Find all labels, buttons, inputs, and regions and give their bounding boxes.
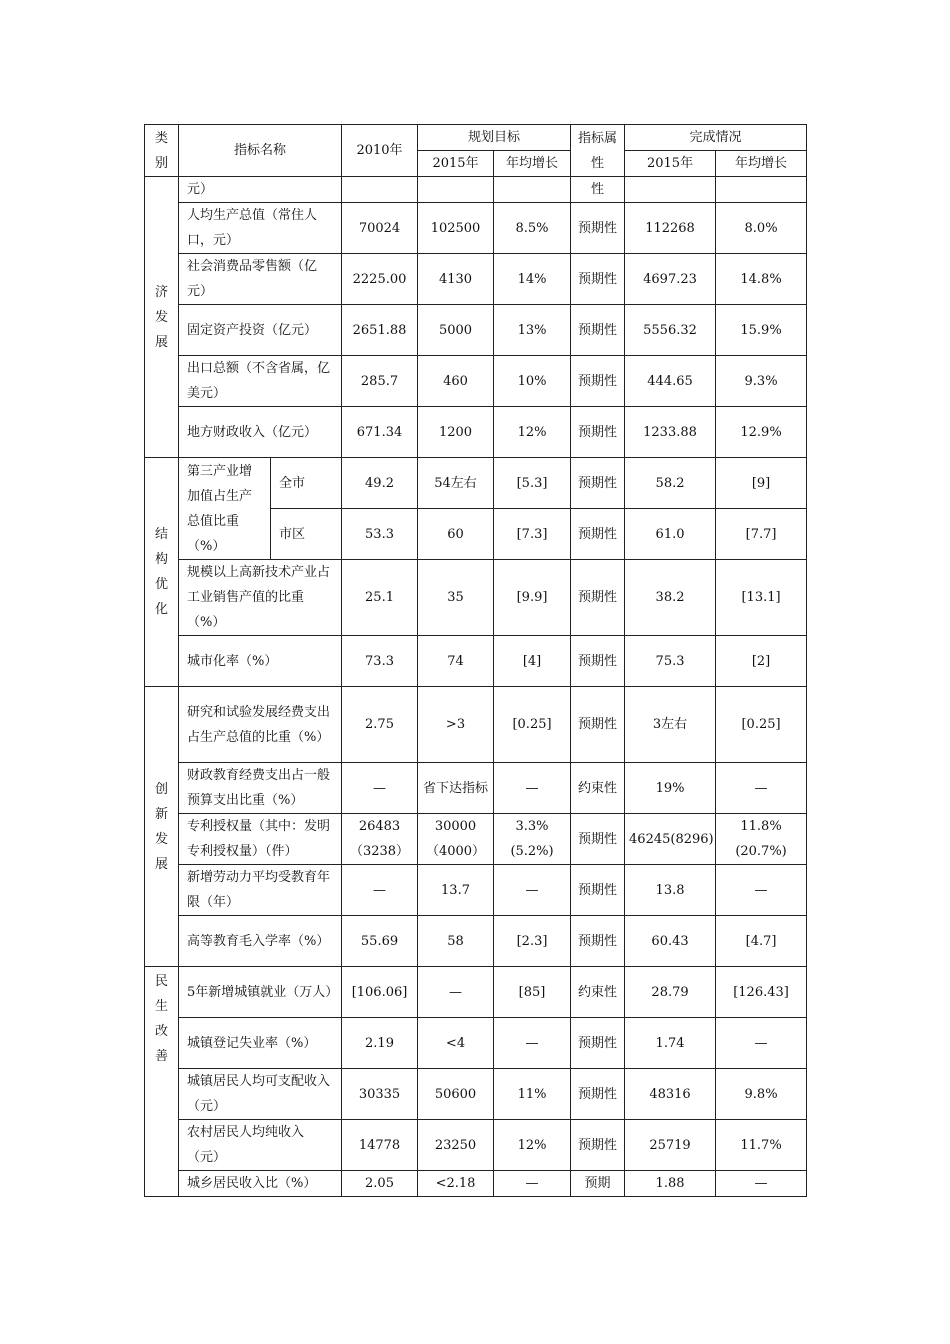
table-row: 新增劳动力平均受教育年限（年） — 13.7 — 预期性 13.8 — [145, 865, 807, 916]
table-row: 城镇居民人均可支配收入（元） 30335 50600 11% 预期性 48316 9.8% [145, 1069, 807, 1120]
table-row: 济发展 元） 性 [145, 177, 807, 203]
table-row: 固定资产投资（亿元） 2651.88 5000 13% 预期性 5556.32 15.9% [145, 305, 807, 356]
header-plan-growth: 年均增长 [494, 151, 571, 177]
table-row: 创新发展 研究和试验发展经费支出占生产总值的比重（%） 2.75 >3 [0.25] 预期性 3左右 [0.25] [145, 687, 807, 763]
table-row: 地方财政收入（亿元） 671.34 1200 12% 预期性 1233.88 12.9% [145, 407, 807, 458]
header-done-growth: 年均增长 [716, 151, 807, 177]
header-base-year: 2010年 [342, 125, 418, 177]
category-innovation: 创新发展 [145, 687, 179, 967]
header-plan-2015: 2015年 [418, 151, 494, 177]
table-row: 社会消费品零售额（亿元） 2225.00 4130 14% 预期性 4697.23 14.8% [145, 254, 807, 305]
header-indicator-attr: 指标属性 [571, 125, 625, 177]
table-row: 出口总额（不含省属，亿美元） 285.7 460 10% 预期性 444.65 9.3% [145, 356, 807, 407]
table-row: 民生改善 5年新增城镇就业（万人） [106.06] — [85] 约束性 28.79 [126.43] [145, 967, 807, 1018]
table-row: 城市化率（%） 73.3 74 [4] 预期性 75.3 [2] [145, 636, 807, 687]
category-economy: 济发展 [145, 177, 179, 458]
header-indicator-name: 指标名称 [179, 125, 342, 177]
header-category: 类别 [145, 125, 179, 177]
header-plan-target: 规划目标 [418, 125, 571, 151]
table-row: 农村居民人均纯收入（元） 14778 23250 12% 预期性 25719 11.7% [145, 1120, 807, 1171]
table-row: 市区 53.3 60 [7.3] 预期性 61.0 [7.7] [145, 509, 807, 560]
category-livelihood: 民生改善 [145, 967, 179, 1197]
table-row: 城乡居民收入比（%） 2.05 <2.18 — 预期 1.88 — [145, 1171, 807, 1197]
header-completion: 完成情况 [625, 125, 807, 151]
plan-indicator-table [144, 124, 807, 1197]
table-row: 人均生产总值（常住人口，元） 70024 102500 8.5% 预期性 112268 8.0% [145, 203, 807, 254]
table-row: 结构优化 第三产业增加值占生产总值比重（%） 全市 49.2 54左右 [5.3] 预期性 58.2 [9] [145, 458, 807, 509]
table-row: 规模以上高新技术产业占工业销售产值的比重（%） 25.1 35 [9.9] 预期性 38.2 [13.1] [145, 560, 807, 636]
table-row: 专利授权量（其中：发明专利授权量）（件） 26483（3238） 30000（4000） 3.3%(5.2%) 预期性 46245(8296) 11.8%(20.7%) [145, 814, 807, 865]
table-row: 财政教育经费支出占一般预算支出比重（%） — 省下达指标 — 约束性 19% — [145, 763, 807, 814]
header-done-2015: 2015年 [625, 151, 716, 177]
table-row: 城镇登记失业率（%） 2.19 <4 — 预期性 1.74 — [145, 1018, 807, 1069]
table-row: 高等教育毛入学率（%） 55.69 58 [2.3] 预期性 60.43 [4.7] [145, 916, 807, 967]
category-structure: 结构优化 [145, 458, 179, 687]
